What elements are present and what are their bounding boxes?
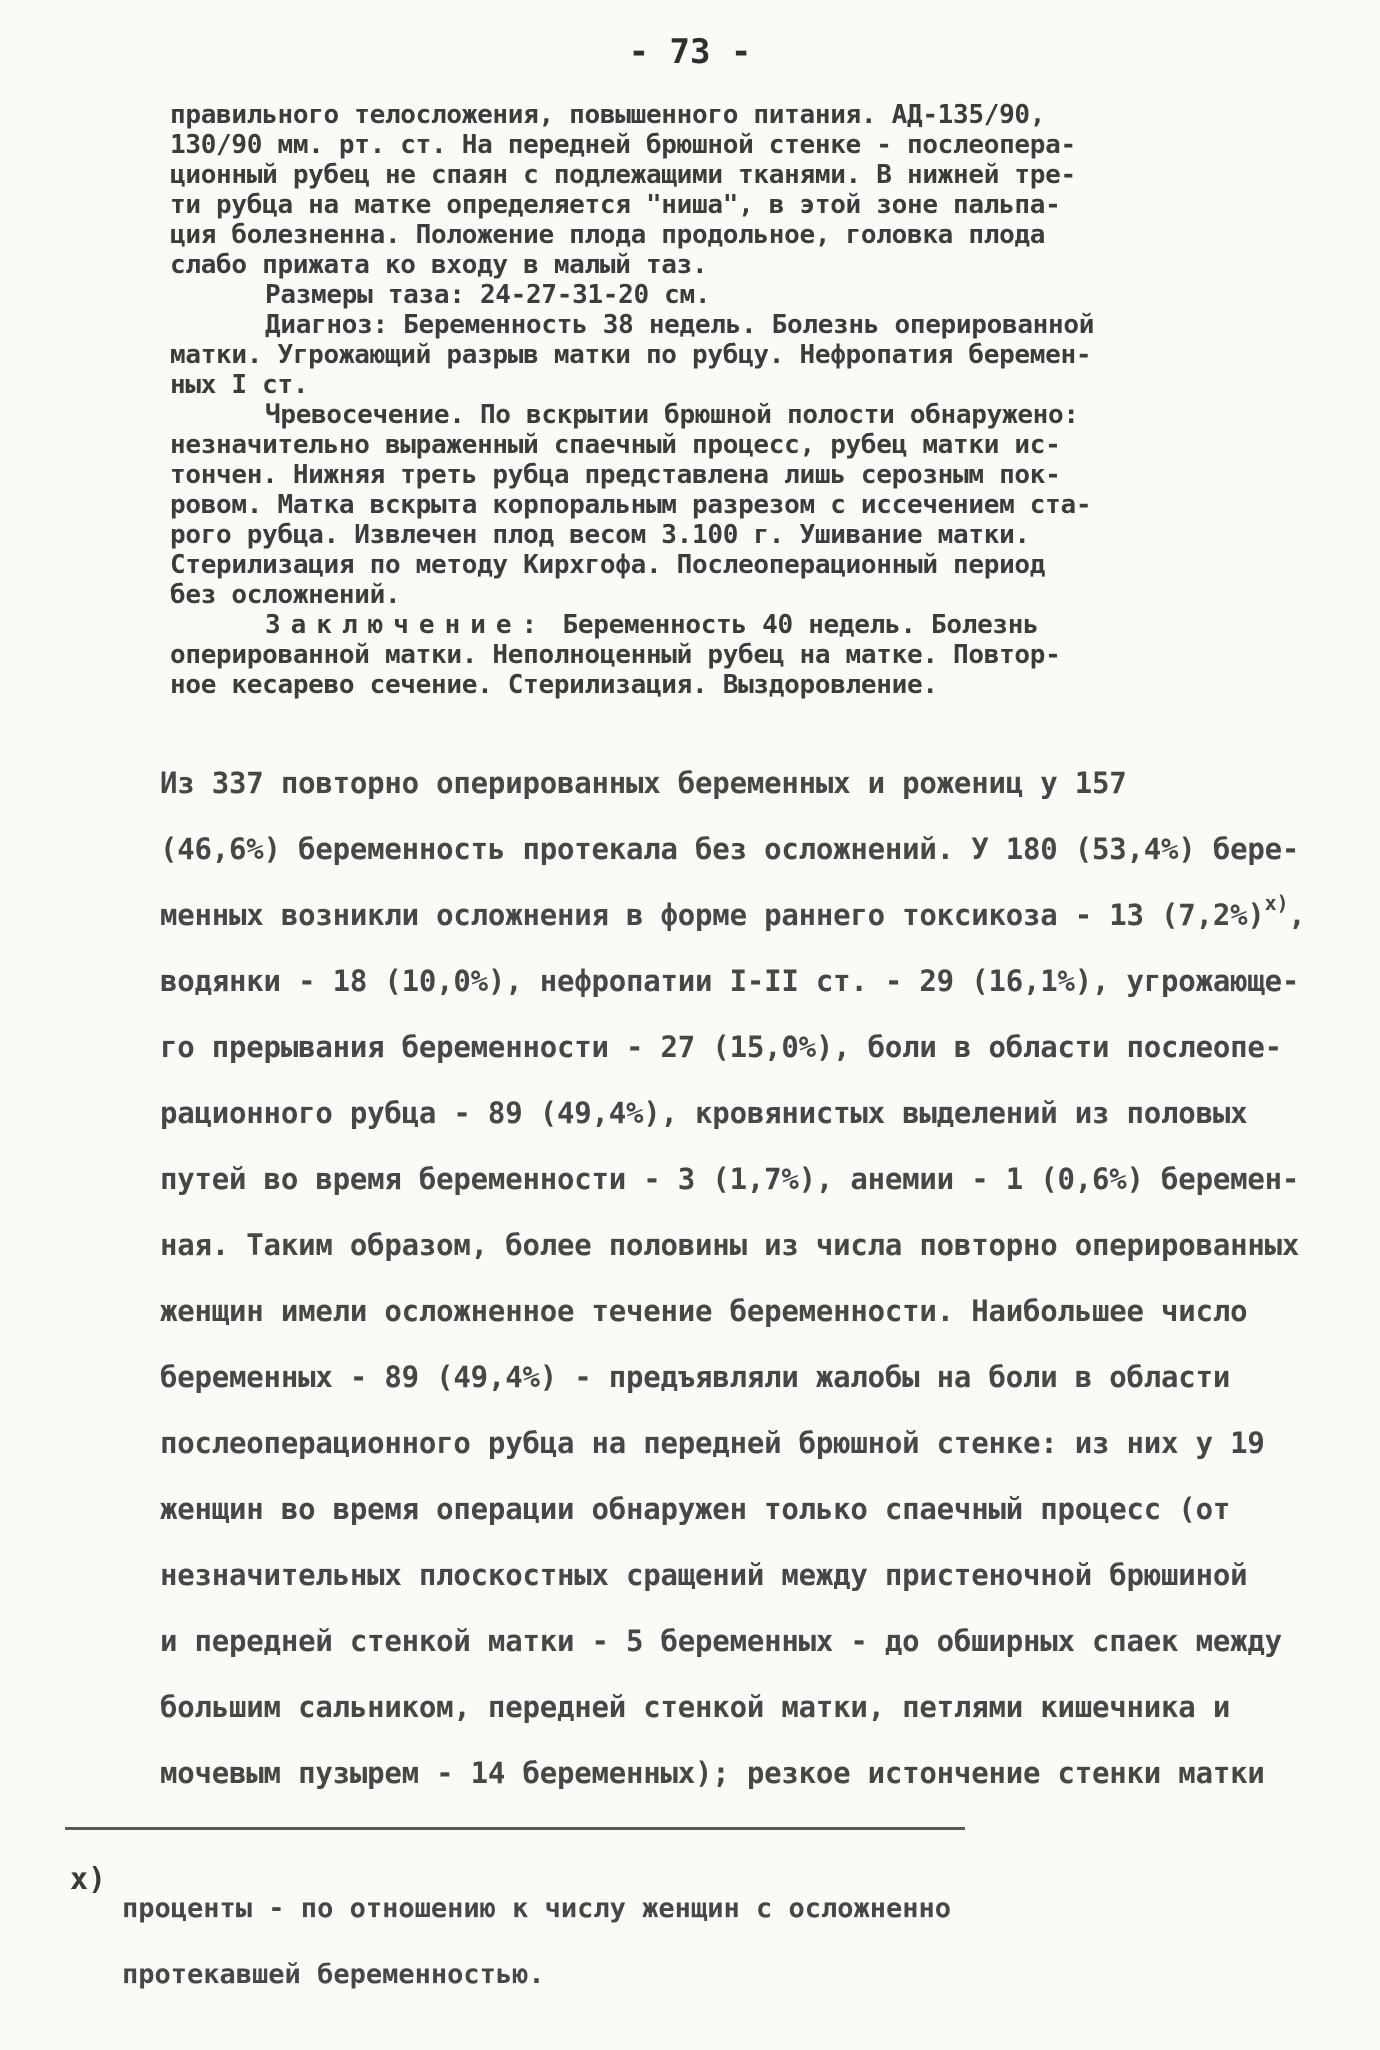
footnote-line: протекавшей беременностью.: [122, 1959, 545, 1990]
case-line: ных I ст.: [170, 370, 309, 400]
page-number: - 73 -: [628, 32, 752, 72]
paragraph-line: беременных - 89 (49,4%) - предъявляли жалобы на боли в области: [160, 1360, 1231, 1394]
case-line: правильного телосложения, повышенного питания. АД-135/90,: [170, 100, 1046, 130]
paragraph-line: большим сальником, передней стенкой матки, петлями кишечника и: [160, 1690, 1231, 1724]
case-line: тончен. Нижняя треть рубца представлена лишь серозным пок-: [170, 460, 1061, 490]
case-line: ция болезненна. Положение плода продольное, головка плода: [170, 220, 1046, 250]
footnote-reference: x): [1264, 891, 1289, 916]
case-description-block: [170, 100, 1300, 700]
conclusion-line: ное кесарево сечение. Стерилизация. Выздоровление.: [170, 670, 938, 700]
case-line: без осложнений.: [170, 580, 401, 610]
conclusion-label: Заключение:: [265, 610, 548, 640]
conclusion-line: [170, 610, 1300, 640]
paragraph-line: водянки - 18 (10,0%), нефропатии I-II ст. - 29 (16,1%), угрожающе-: [160, 964, 1300, 998]
conclusion-text: Беременность 40 недель. Болезнь: [547, 610, 1039, 640]
case-line: незначительно выраженный спаечный процесс, рубец матки ис-: [170, 430, 1061, 460]
paragraph-line: Из 337 повторно оперированных беременных и рожениц у 157: [160, 766, 1127, 800]
footnote-divider: [65, 1827, 965, 1830]
case-line: ровом. Матка вскрыта корпоральным разрезом с иссечением ста-: [170, 490, 1092, 520]
case-line-pelvis-size: Размеры таза: 24-27-31-20 см.: [265, 280, 711, 310]
paragraph-line: рационного рубца - 89 (49,4%), кровянистых выделений из половых: [160, 1096, 1248, 1130]
case-line-surgery: Чревосечение. По вскрытии брюшной полости обнаружено:: [265, 400, 1079, 430]
conclusion-line: оперированной матки. Неполноценный рубец на матке. Повтор-: [170, 640, 1061, 670]
case-line: 130/90 мм. рт. ст. На передней брюшной стенке - послеопера-: [170, 130, 1076, 160]
paragraph-line: путей во время беременности - 3 (1,7%), анемии - 1 (0,6%) беремен-: [160, 1162, 1300, 1196]
paragraph-line: [160, 882, 1320, 948]
paragraph-line: (46,6%) беременность протекала без осложнений. У 180 (53,4%) бере-: [160, 832, 1300, 866]
case-line: ти рубца на матке определяется "ниша", в этой зоне пальпа-: [170, 190, 1061, 220]
paragraph-line: го прерывания беременности - 27 (15,0%), боли в области послеопе-: [160, 1030, 1282, 1064]
main-paragraph: [160, 750, 1320, 1806]
case-line: рого рубца. Извлечен плод весом 3.100 г. Ушивание матки.: [170, 520, 1030, 550]
paragraph-line: ная. Таким образом, более половины из числа повторно оперированных: [160, 1228, 1300, 1262]
footnote: [122, 1876, 1272, 2008]
paragraph-line: и передней стенкой матки - 5 беременных - до обширных спаек между: [160, 1624, 1282, 1658]
paragraph-line: мочевым пузырем - 14 беременных); резкое истончение стенки матки: [160, 1756, 1265, 1790]
case-line: ционный рубец не спаян с подлежащими тканями. В нижней тре-: [170, 160, 1076, 190]
case-line-diagnosis: Диагноз: Беременность 38 недель. Болезнь оперированной: [265, 310, 1095, 340]
footnote-marker: x): [70, 1862, 107, 1897]
case-line: матки. Угрожающий разрыв матки по рубцу. Нефропатия беремен-: [170, 340, 1092, 370]
footnote-line: проценты - по отношению к числу женщин с осложненно: [122, 1893, 952, 1924]
paragraph-line: послеоперационного рубца на передней брюшной стенке: из них у 19: [160, 1426, 1265, 1460]
case-line: слабо прижата ко входу в малый таз.: [170, 250, 708, 280]
paragraph-line-text: менных возникли осложнения в форме раннего токсикоза - 13 (7,2%): [160, 898, 1265, 932]
case-line: Стерилизация по методу Кирхгофа. Послеоперационный период: [170, 550, 1046, 580]
paragraph-line: незначительных плоскостных сращений между пристеночной брюшиной: [160, 1558, 1248, 1592]
paragraph-line-punct: ,: [1288, 898, 1306, 932]
paragraph-line: женщин имели осложненное течение беременности. Наибольшее число: [160, 1294, 1248, 1328]
paragraph-line: женщин во время операции обнаружен только спаечный процесс (от: [160, 1492, 1231, 1526]
